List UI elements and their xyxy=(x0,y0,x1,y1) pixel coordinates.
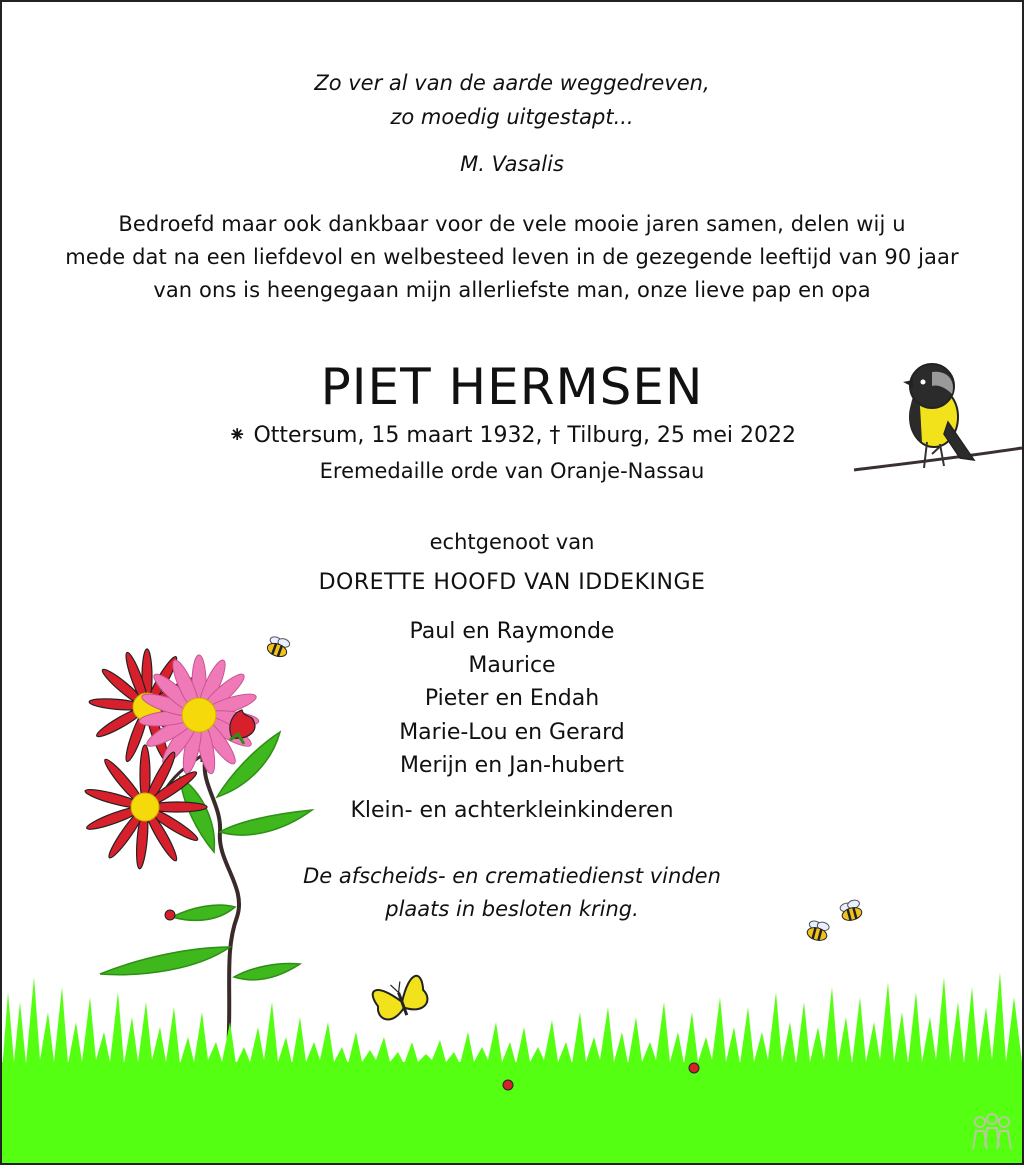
announcement-line: Bedroefd maar ook dankbaar voor de vele mooie jaren samen, delen wij u xyxy=(118,212,906,236)
service-line: plaats in besloten kring. xyxy=(385,897,639,921)
relation-label: echtgenoot van xyxy=(429,530,595,554)
spouse-name: DORETTE HOOFD VAN IDDEKINGE xyxy=(318,570,706,595)
list-item: Pieter en Endah xyxy=(424,686,600,711)
announcement-text xyxy=(2,208,1022,307)
children-list xyxy=(2,615,1022,783)
announcement-line: mede dat na een liefdevol en welbesteed leven in de gezegende leeftijd van 90 jaar xyxy=(65,245,959,269)
people-logo-icon xyxy=(970,1113,1014,1153)
grass-icon xyxy=(2,972,1022,1163)
poem-line: Zo ver al van de aarde weggedreven, xyxy=(314,71,710,95)
honor-title: Eremedaille orde van Oranje-Nassau xyxy=(319,459,705,483)
grandchildren-line: Klein- en achterkleinkinderen xyxy=(350,798,674,823)
service-notice xyxy=(2,860,1022,926)
list-item: Maurice xyxy=(468,652,556,678)
list-item: Marie-Lou en Gerard xyxy=(399,719,625,745)
announcement-line: van ons is heengegaan mijn allerliefste man, onze lieve pap en opa xyxy=(153,278,871,302)
birth-death-dates: ⁕ Ottersum, 15 maart 1932, † Tilburg, 25 mei 2022 xyxy=(228,423,796,448)
service-line: De afscheids- en crematiedienst vinden xyxy=(303,864,721,888)
butterfly-icon xyxy=(371,974,431,1023)
list-item: Merijn en Jan-hubert xyxy=(399,753,625,778)
ladybug-icon xyxy=(689,1063,699,1073)
deceased-name: PIET HERMSEN xyxy=(320,358,704,416)
poem xyxy=(2,66,1022,134)
list-item: Paul en Raymonde xyxy=(409,619,615,644)
ladybug-icon xyxy=(503,1080,513,1090)
poem-author: M. Vasalis xyxy=(460,152,564,176)
poem-line: zo moedig uitgestapt... xyxy=(390,105,634,129)
